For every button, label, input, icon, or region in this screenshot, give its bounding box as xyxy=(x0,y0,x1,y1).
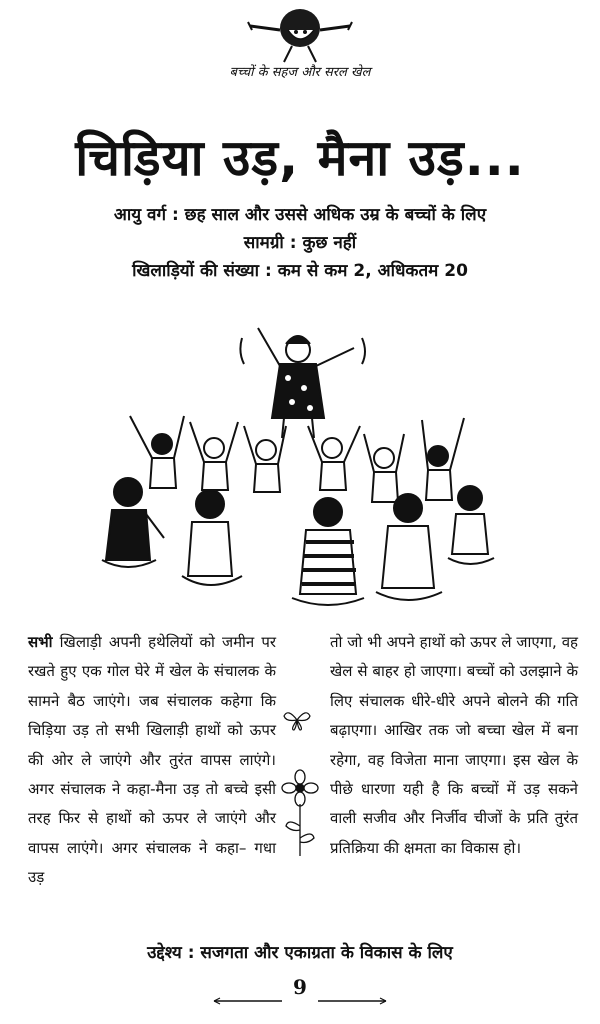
body-text-right-column: तो जो भी अपने हाथों को ऊपर ले जाएगा, वह खेल से बाहर हो जाएगा। बच्चों को उलझाने के लिए संचालक धीरे-धीरे अपने बोलने की गति बढ़ाएगा। आखिर तक जो बच्चा खेल में बना रहेगा, वह विजेता माना जाएगा। इस खेल के पीछे धारणा यही है कि बच्चों में उड़ सकने वाली सजीव और निर्जीव चीजों के प्रति तुरंत प्रतिक्रिया की क्षमता का विकास हो। xyxy=(330,633,578,857)
objective-statement: उद्देश्य : सजगता और एकाग्रता के विकास के लिए xyxy=(147,943,453,963)
left-column-text: खिलाड़ी अपनी हथेलियों को जमीन पर रखते हुए एक गोल घेरे में खेल के संचालक के सामने बैठ जाएंगे। जब संचालक कहेगा कि चिड़िया उड़ तो सभी खिलाड़ी हाथों को ऊपर की ओर ले जाएंगे और तुरंत वापस लाएंगे। अगर संचालक ने कहा-मैना उड़ तो बच्चे इसी तरह फिर से हाथों को ऊपर ले जाएंगे और वापस लाएंगे। अगर संचालक ने कहा– गधा उड़ xyxy=(28,633,276,887)
page-title: चिड़िया उड़, मैना उड़... xyxy=(75,129,525,187)
page-number: 9 xyxy=(293,975,307,999)
player-count: खिलाड़ियों की संख्या : कम से कम 2, अधिकतम 20 xyxy=(132,261,468,281)
age-group: आयु वर्ग : छह साल और उससे अधिक उम्र के बच्चों के लिए xyxy=(113,205,487,225)
lead-word: सभी xyxy=(28,633,53,651)
children-playing-circle-illustration xyxy=(92,308,504,612)
body-text-left-column xyxy=(28,628,276,890)
book-caption: बच्चों के सहज और सरल खेल xyxy=(229,65,371,80)
material: सामग्री : कुछ नहीं xyxy=(243,233,357,253)
child-figure-logo-icon xyxy=(244,4,356,64)
flower-icon xyxy=(280,768,320,858)
butterfly-icon xyxy=(282,708,312,732)
